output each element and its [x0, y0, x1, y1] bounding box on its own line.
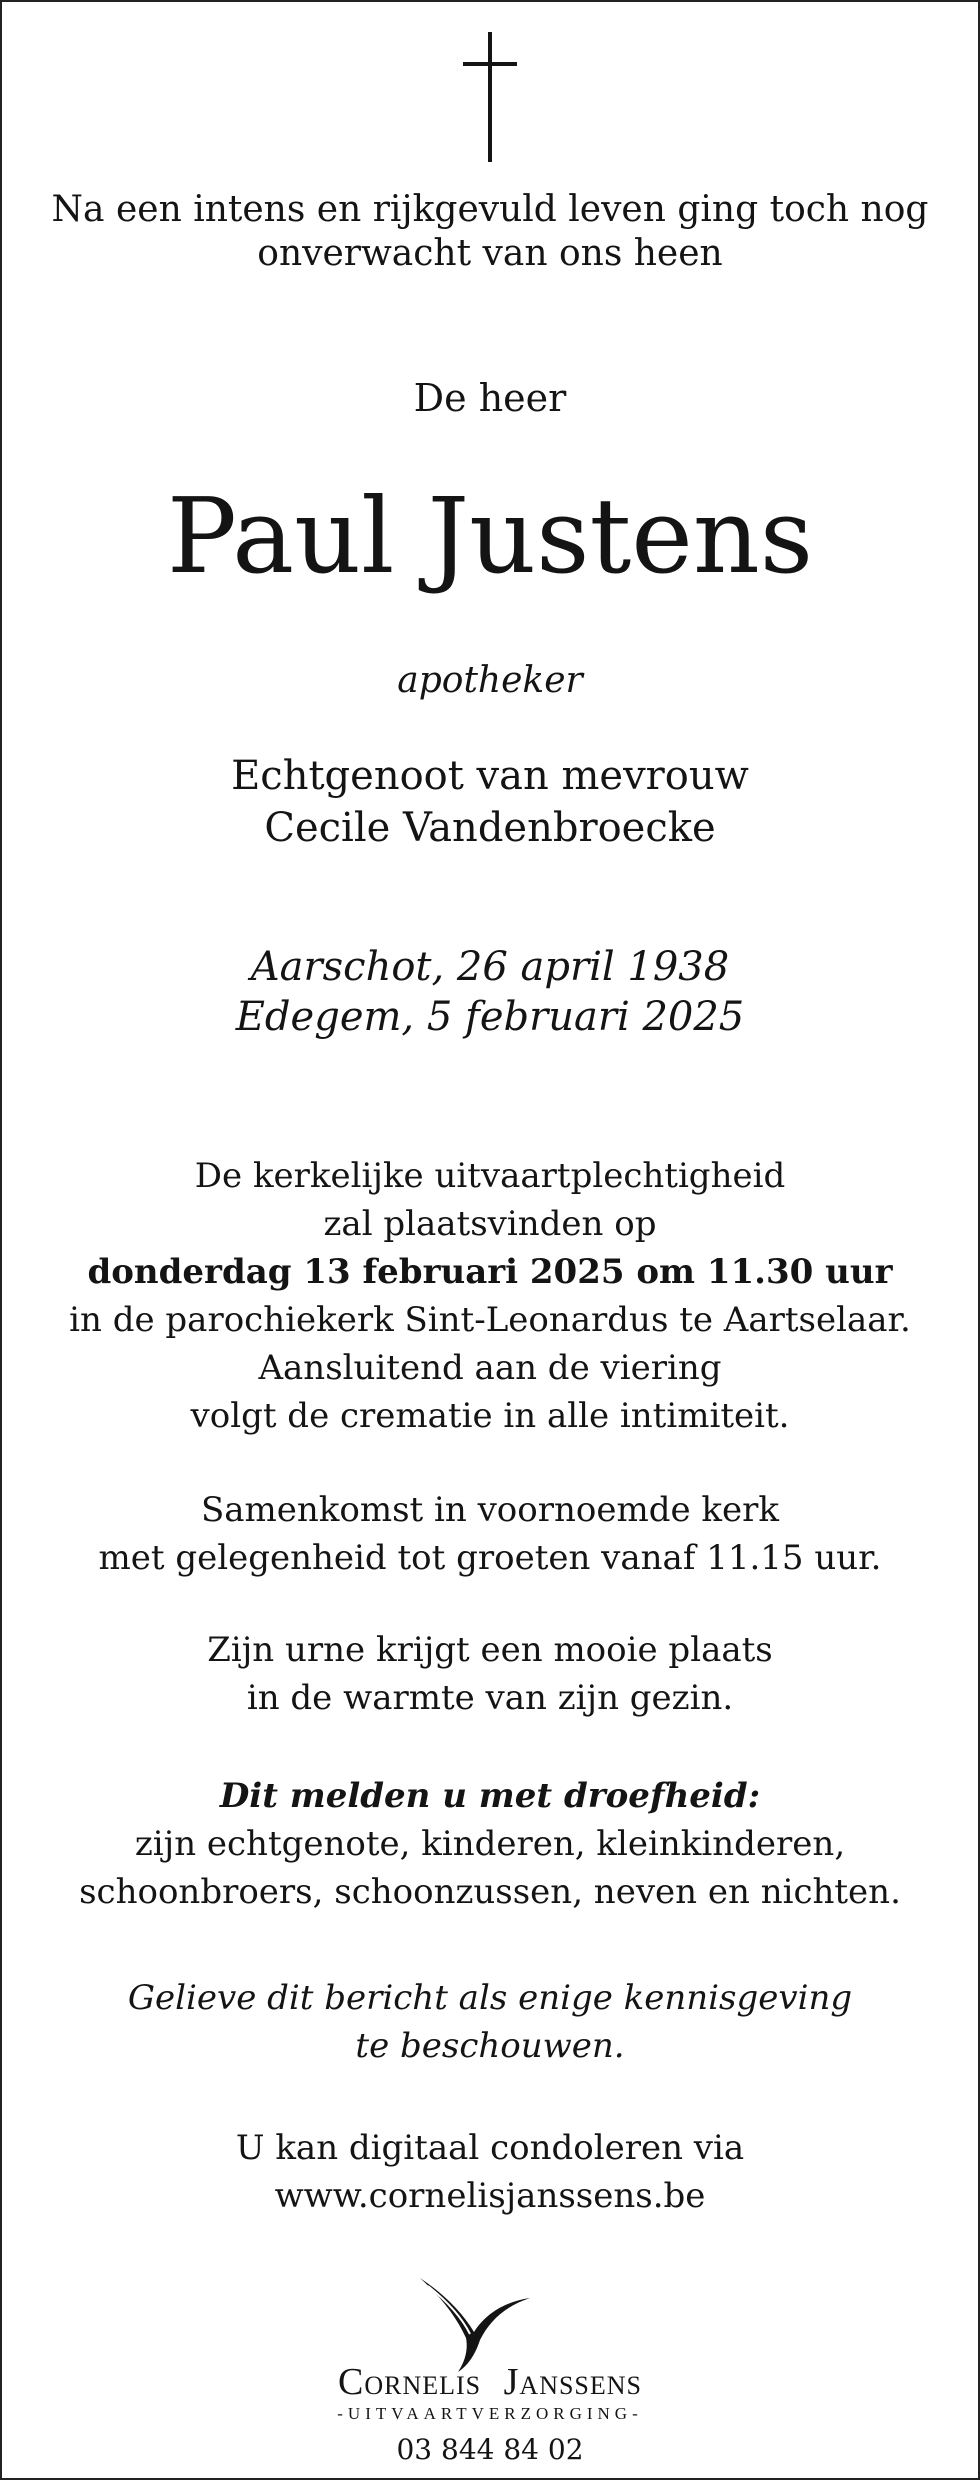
cross-icon — [460, 32, 520, 162]
honorific: De heer — [413, 376, 567, 420]
ceremony-line: volgt de crematie in alle intimiteit. — [190, 1396, 790, 1436]
spouse-name: Cecile Vandenbroecke — [264, 805, 716, 851]
ceremony-datetime: donderdag 13 februari 2025 om 11.30 uur — [87, 1252, 893, 1292]
funeral-home-subtitle: -UITVAARTVERZORGING- — [337, 2404, 643, 2423]
family-line: schoonbroers, schoonzussen, neven en nichten. — [79, 1872, 901, 1912]
ceremony-info — [2, 1152, 978, 1440]
logo-word: ORNELIS — [364, 2371, 482, 2400]
urn-line: in de warmte van zijn gezin. — [246, 1678, 734, 1718]
urn-info — [2, 1626, 978, 1722]
gathering-info — [2, 1486, 978, 1582]
spouse-info — [2, 750, 978, 854]
funeral-home-logo — [2, 2272, 978, 2472]
gathering-line: Samenkomst in voornoemde kerk — [200, 1490, 780, 1530]
notice-line: te beschouwen. — [355, 2026, 625, 2066]
profession: apotheker — [397, 660, 583, 701]
family-line: zijn echtgenote, kinderen, kleinkinderen, — [134, 1824, 846, 1864]
condolence-website-link[interactable]: www.cornelisjanssens.be — [274, 2176, 706, 2216]
notice-line: Gelieve dit bericht als enige kennisgeving — [127, 1978, 853, 2018]
family-announcement — [2, 1772, 978, 1916]
spouse-line: Echtgenoot van mevrouw — [231, 753, 749, 799]
logo-word: ANSSENS — [519, 2371, 643, 2400]
funeral-home-phone: 03 844 84 02 — [396, 2433, 584, 2466]
intro-text — [2, 188, 978, 276]
logo-initial: J — [503, 2361, 520, 2403]
death-date: Edegem, 5 februari 2025 — [235, 994, 745, 1040]
funeral-home-name — [2, 2360, 978, 2404]
condolence-line: U kan digitaal condoleren via — [235, 2128, 745, 2168]
ceremony-line: De kerkelijke uitvaartplechtigheid — [194, 1156, 786, 1196]
intro-line: Na een intens en rijkgevuld leven ging toch nog — [51, 189, 929, 230]
ceremony-line: zal plaatsvinden op — [323, 1204, 657, 1244]
condolence-info — [2, 2124, 978, 2220]
urn-line: Zijn urne krijgt een mooie plaats — [207, 1630, 773, 1670]
family-heading: Dit melden u met droefheid: — [219, 1776, 761, 1816]
intro-line: onverwacht van ons heen — [257, 233, 723, 274]
life-dates — [2, 942, 978, 1042]
notice-text — [2, 1974, 978, 2070]
ceremony-location: in de parochiekerk Sint-Leonardus te Aartselaar. — [69, 1300, 911, 1340]
ceremony-line: Aansluitend aan de viering — [258, 1348, 722, 1388]
birth-date: Aarschot, 26 april 1938 — [250, 944, 730, 990]
logo-initial: C — [337, 2361, 365, 2403]
deceased-name: Paul Justens — [166, 475, 814, 597]
gathering-line: met gelegenheid tot groeten vanaf 11.15 uur. — [98, 1538, 882, 1578]
